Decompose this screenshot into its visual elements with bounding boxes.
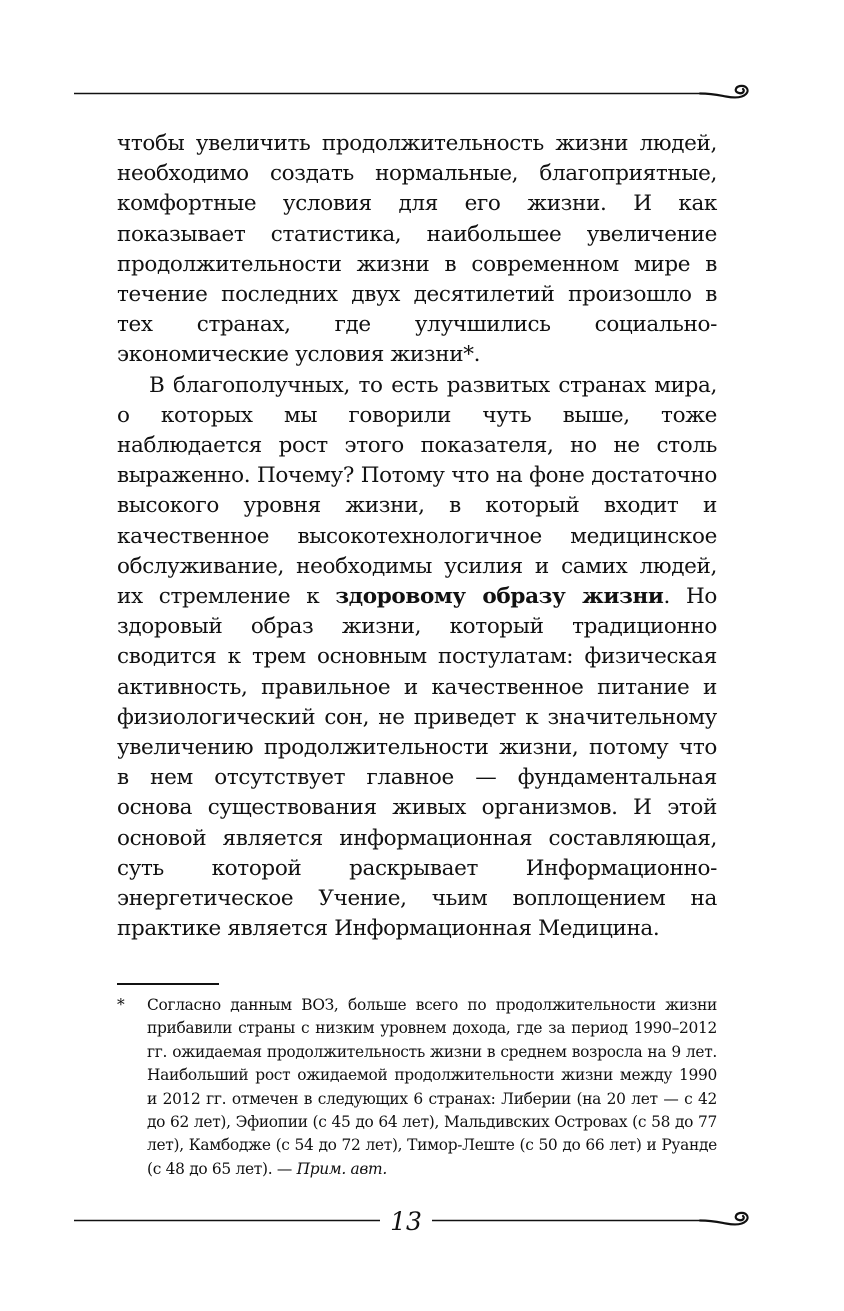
footnote-mark: * <box>117 996 125 1014</box>
footnote-divider <box>117 983 219 985</box>
swirl-rule-icon <box>0 76 844 116</box>
paragraph-1: чтобы увеличить продолжительность жизни людей, необходимо создать нормальные, благоприятные, комфортные условия для его жизни. И как показывает статистика, наибольшее увеличение продолжительности жизни в современном мире в течение последних двух десятилетий произошло в тех странах, где улучшились социально-экономические условия жизни*. <box>117 131 717 368</box>
paragraph-2 <box>117 371 717 945</box>
footnote <box>117 994 717 1181</box>
body-text <box>117 129 717 944</box>
footnote-text: Согласно данным ВОЗ, больше всего по продолжительности жизни прибавили страны с низким уровнем дохода, где за период 1990–2012 гг. ожидаемая продолжительность жизни в среднем возросла на 9 лет. Наибольший рост ожидаемой продолжительности жизни между 1990 и 2012 гг. отмечен в следующих 6 странах: Либерии (на 20 лет — с 42 до 62 лет), Эфиопии (с 45 до 64 лет), Мальдивских Островах (с 58 до 77 лет), Камбодже (с 54 до 72 лет), Тимор-Леште (с 50 до 66 лет) и Руанде (с 48 до 65 лет). — <box>147 996 717 1178</box>
paragraph-2-start: В благополучных, то есть развитых странах мира, о которых мы говорили чуть выше, тоже наблюдается рост этого показателя, но не столь выраженно. Почему? Потому что на фоне достаточно высокого уровня жизни, в который входит и качественное высокотехнологичное медицинское обслуживание, необходимы усилия и самих людей, их стремление к <box>117 372 717 610</box>
header-rule <box>0 76 844 116</box>
footnote-body <box>117 994 717 1181</box>
footnote-author-note: Прим. авт. <box>296 1159 387 1178</box>
page-number: 13 <box>390 1207 422 1236</box>
bold-emphasis: здоровому образу жизни <box>335 584 664 610</box>
paragraph-2-end: . Но здоровый образ жизни, который традиционно сводится к трем основным постулатам: физическая активность, правильное и качественное питание и физиологический сон, не приведет к значительному увеличению продолжительности жизни, потому что в нем отсутствует главное — фундаментальная основа существования живых организмов. И этой основой является информационная составляющая, суть которой раскрывает Информационно-энергетическое Учение, чьим воплощением на практике является Информационная Медицина. <box>117 584 717 942</box>
